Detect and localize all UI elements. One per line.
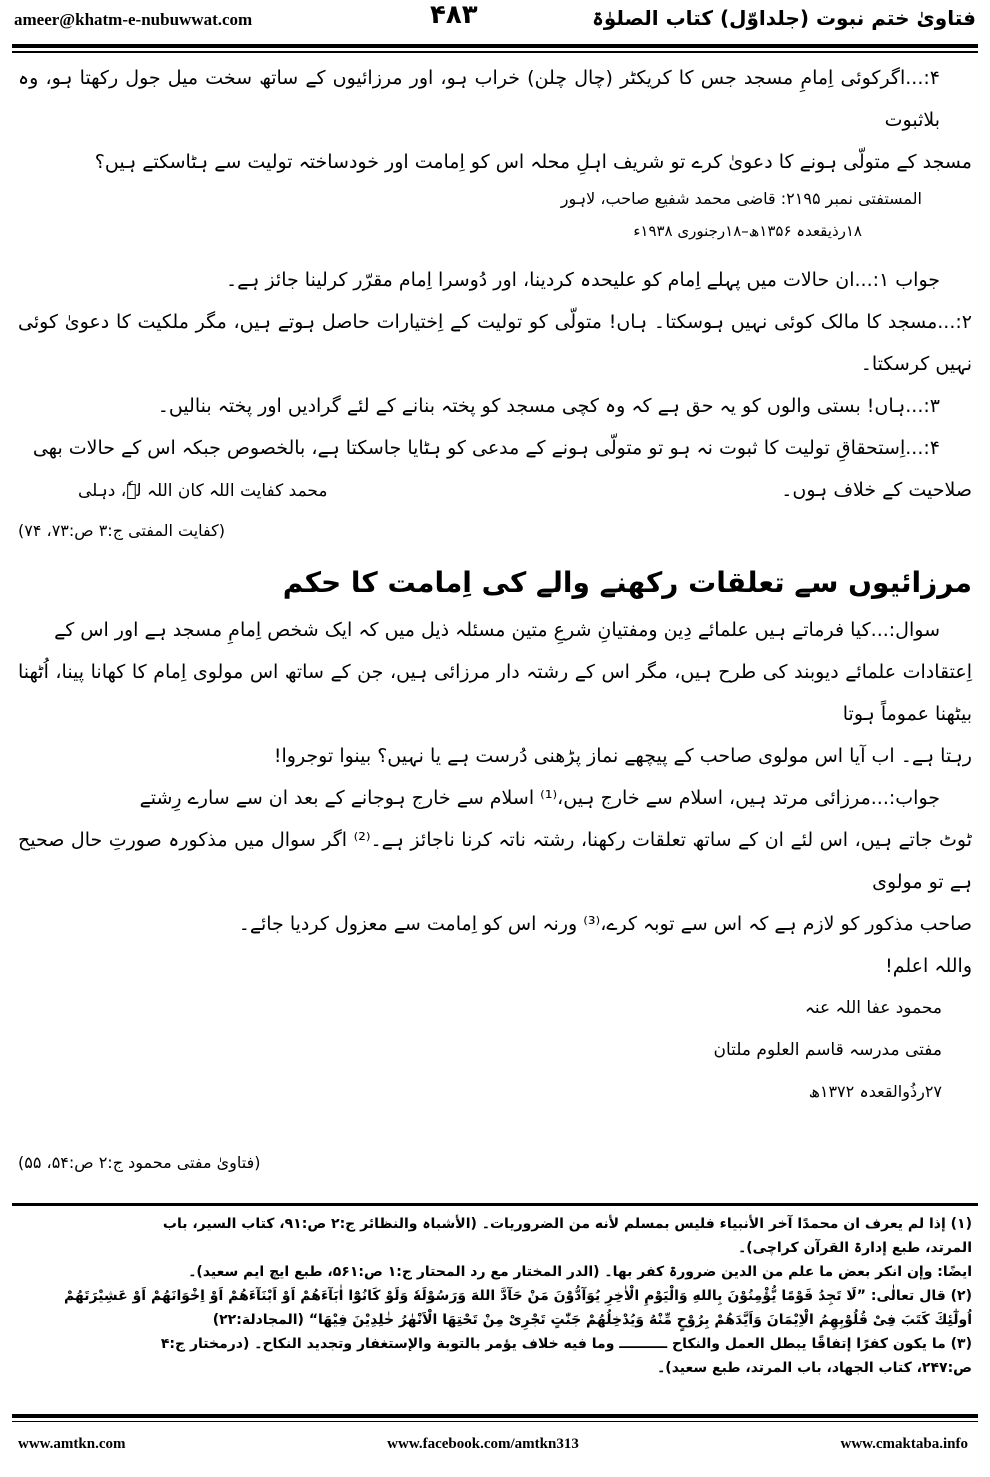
main-content [0,53,990,1183]
answer-line: جواب:...مرزائی مرتد ہیں، اسلام سے خارج ہیں،⁽¹⁾ اسلام سے خارج ہوجانے کے بعد ان سے سارے رِشتے [139,787,940,809]
section-mirzai-imamat [18,557,972,1183]
reference: (فتاویٰ مفتی محمود ج:۲ ص:۵۴، ۵۵) [18,1153,261,1172]
question-date: ۱۸رذیقعدہ ۱۳۵۶ھ–۱۸رجنوری ۱۹۳۸ء [633,222,862,240]
footnote-line: (۲) قال تعالٰی: ”لَا تَجِدُ قَوْمًا یُّؤْمِنُوْنَ بِاللهِ وَالْیَوْمِ الْاٰخِرِ یُوَآدُّوْنَ مَنْ حَآدَّ اللهَ وَرَسُوْلَهٗ وَلَوْ كَانُوْٓا اٰبَآءَهُمْ اَوْ اَبْنَآءَهُمْ اَوْ اِخْوَانَهُمْ اَوْ عَشِیْرَتَهُمْ [64,1288,972,1304]
answer-closing-row [18,903,972,987]
page-footer [0,1422,990,1477]
reference: (کفایت المفتی ج:۳ ص:۷۳، ۷۴) [18,521,226,540]
page-header [0,0,990,44]
question-line: سوال:...کیا فرماتے ہیں علمائے دِین ومفتیانِ شرعِ متین مسئلہ ذیل میں کہ ایک شخص اِمامِ مسجد ہے اور اس کے [54,619,940,641]
footer-link-facebook[interactable]: www.facebook.com/amtkn313 [387,1436,579,1452]
section-heading: مرزائیوں سے تعلقات رکھنے والے کی اِمامت کا حکم [282,566,972,599]
page-number: ۴۸۳ [430,0,478,30]
signature-name: محمود عفا اللہ عنہ [804,998,942,1018]
header-rule-thick [12,44,978,48]
footnote-line: المرتد، طبع إدارۃ القرآن کراچی)۔ [738,1240,972,1256]
footnote-line: ص:۲۴۷، کتاب الجهاد، باب المرتد، طبع سعید)۔ [657,1360,972,1376]
question-line: اِعتقادات علمائے دیوبند کی طرح ہیں، مگر اس کے رشتہ دار مرزائی ہیں، جن کے ساتھ اس مولوی اِمام کا کھانا پینا، اُٹھنا بیٹھنا عموماً ہوتا [18,661,972,725]
answer-line: ۲:...مسجد کا مالک کوئی نہیں ہوسکتا۔ ہاں! متولّی کو تولیت کے اِختیارات حاصل ہوتے ہیں، مگر ملکیت کا دعویٰ کوئی نہیں کرسکتا۔ [18,311,972,375]
signature: محمد کفایت اللہ کان اللہ لہٗ، دہلی [78,481,328,501]
answer-line: جواب ۱:...ان حالات میں پہلے اِمام کو علیحدہ کردینا، اور دُوسرا اِمام مقرّر کرلینا جائز ہے۔ [226,269,940,291]
footnote-line: (۳) ما یکون کفرًا إتفاقًا یبطل العمل والنکاح ــــــــــ وما فیه خلاف یؤمر بالتوبة والإستغفار وتجدید النکاح۔ (درمختار ج:۴ [160,1336,972,1352]
mustafti: المستفتی نمبر ۲۱۹۵: قاضی محمد شفیع صاحب، لاہور [560,189,922,208]
answer-closing-row [18,469,972,511]
header-email: ameer@khatm-e-nubuwwat.com [14,10,253,29]
footer-link-amtkn[interactable]: www.amtkn.com [18,1436,126,1452]
answer-line: ۴:...اِستحقاقِ تولیت کا ثبوت نہ ہو تو متولّی ہونے کے مدعی کو ہٹایا جاسکتا ہے، بالخصوص جبکہ اس کے حالات بھی [32,437,940,459]
question-line: مسجد کے متولّی ہونے کا دعویٰ کرے تو شریف اہلِ محلہ اس کو اِمامت اور خودساختہ تولیت سے ہٹاسکتے ہیں؟ [94,151,972,173]
footnotes [0,1206,990,1390]
answer-line: صاحب مذکور کو لازم ہے کہ اس سے توبہ کرے،⁽³⁾ ورنہ اس کو اِمامت سے معزول کردیا جائے۔ [238,913,972,935]
signature-date: ۲۷رذُوالقعدہ ۱۳۷۲ھ [808,1082,942,1101]
answer-line: ٹوٹ جاتے ہیں، اس لئے ان کے ساتھ تعلقات رکھنا، رشتہ ناتہ کرنا ناجائز ہے۔⁽²⁾ اگر سوال میں مذکورہ صورتِ حال صحیح ہے تو مولوی [18,829,972,893]
answer-part [18,259,972,551]
footer-link-cmaktaba[interactable]: www.cmaktaba.info [840,1436,968,1452]
wallahu-alam: واللہ اعلم! [885,955,972,977]
signature-title: مفتی مدرسہ قاسم العلوم ملتان [713,1040,942,1060]
question-line: رہتا ہے۔ اب آیا اس مولوی صاحب کے پیچھے نماز پڑھنی دُرست ہے یا نہیں؟ بینوا توجروا! [273,745,972,767]
question-part [18,57,972,247]
footnote-line: (۱) إذا لم یعرف ان محمدًا آخر الأنبیاء فلیس بمسلم لأنه من الضروریات۔ (الأشباہ والنظائر ج:۲ ص:۹۱، کتاب السیر، باب [162,1216,972,1232]
footnote-line: ایضًا: وإن انکر بعض ما علم من الدین ضرورۃ کفر بها۔ (الدر المختار مع رد المحتار ج:۱ ص:۵۶۱، طبع ایچ ایم سعید)۔ [188,1264,972,1280]
answer-line: صلاحیت کے خلاف ہوں۔ [781,479,972,501]
book-title: فتاویٰ ختم نبوت (جلداوّل) کتاب الصلوٰۃ [592,6,976,30]
question-line: ۴:...اگرکوئی اِمامِ مسجد جس کا کریکٹر (چال چلن) خراب ہو، اور مرزائیوں کے ساتھ سخت میل جول رکھتا ہو، وہ بلاثبوت [18,67,940,131]
footnote-line: اُولٰٓئِكَ كَتَبَ فِیْ قُلُوْبِهِمُ الْاِیْمَانَ وَاَیَّدَهُمْ بِرُوْحٍ مِّنْهُ وَیُدْخِلُهُمْ جَنّٰتٍ تَجْرِیْ مِنْ تَحْتِهَا الْاَنْهٰرُ خٰلِدِیْنَ فِیْهَا“ (المجادلة:۲۲) [212,1312,972,1328]
footer-rule-thick [12,1414,978,1418]
answer-line: ۳:...ہاں! بستی والوں کو یہ حق ہے کہ وہ کچی مسجد کو پختہ بنانے کے لئے گرادیں اور پختہ بنالیں۔ [157,395,940,417]
